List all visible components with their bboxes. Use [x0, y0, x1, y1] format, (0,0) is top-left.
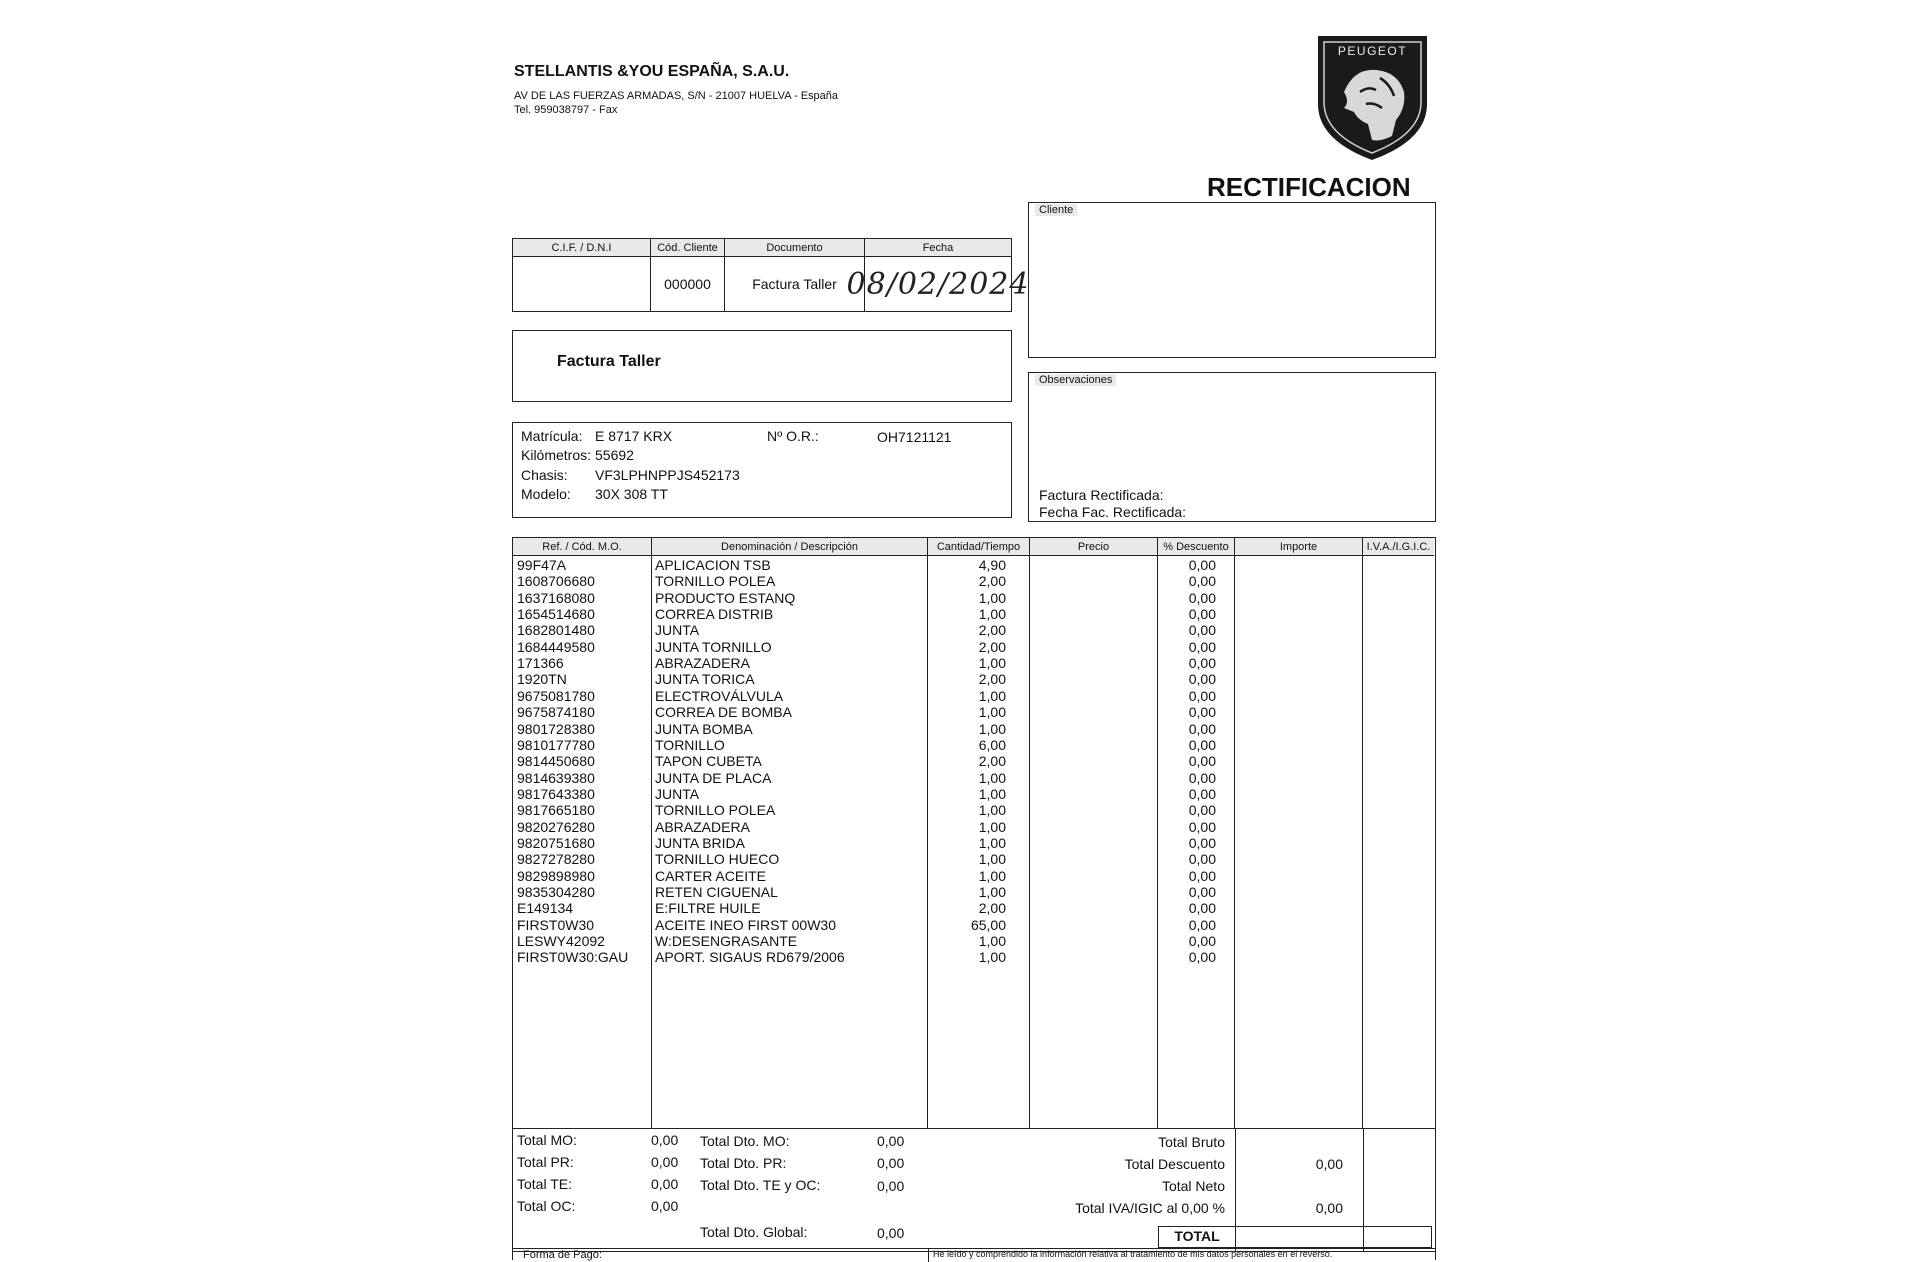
table-row	[513, 573, 1433, 589]
item-qty: 1,00	[978, 802, 1006, 819]
total-dto-global-label: Total Dto. Global:	[700, 1224, 808, 1240]
item-descuento: 0,00	[1188, 818, 1216, 835]
item-qty: 1,00	[978, 785, 1006, 802]
item-descuento: 0,00	[1188, 671, 1216, 688]
item-qty: 2,00	[978, 573, 1006, 590]
item-ref: LESWY42092	[517, 933, 605, 950]
item-qty: 1,00	[978, 589, 1006, 606]
precio-header: Precio	[1030, 538, 1158, 556]
table-row	[513, 704, 1433, 720]
total-mo-value: 0,00	[651, 1132, 679, 1148]
item-desc: TORNILLO HUECO	[655, 851, 780, 868]
item-qty: 65,00	[970, 916, 1006, 933]
table-row	[513, 753, 1433, 769]
total-descuento-label: Total Descuento	[1124, 1156, 1225, 1172]
table-row	[513, 655, 1433, 671]
total-iva-label: Total IVA/IGIC al 0,00 %	[1075, 1200, 1225, 1216]
total-bruto-label: Total Bruto	[1158, 1134, 1225, 1150]
matricula-value: E 8717 KRX	[595, 428, 673, 444]
item-descuento: 0,00	[1188, 638, 1216, 655]
item-desc: APORT. SIGAUS RD679/2006	[655, 949, 845, 966]
table-row	[513, 688, 1433, 704]
item-ref: 9801728380	[517, 720, 595, 737]
item-desc: JUNTA BRIDA	[655, 834, 745, 851]
item-desc: CORREA DE BOMBA	[655, 704, 792, 721]
item-ref: 9817643380	[517, 785, 595, 802]
table-row	[513, 819, 1433, 835]
item-descuento: 0,00	[1188, 900, 1216, 917]
item-ref: 1684449580	[517, 638, 595, 655]
item-descuento: 0,00	[1188, 704, 1216, 721]
item-ref: 9820276280	[517, 818, 595, 835]
item-desc: ACEITE INEO FIRST 00W30	[655, 916, 837, 933]
item-desc: W:DESENGRASANTE	[655, 933, 798, 950]
item-descuento: 0,00	[1188, 606, 1216, 623]
item-qty: 1,00	[978, 818, 1006, 835]
item-descuento: 0,00	[1188, 557, 1216, 573]
item-descuento: 0,00	[1188, 720, 1216, 737]
item-ref: 9829898980	[517, 867, 595, 884]
item-ref: 9814639380	[517, 769, 595, 786]
or-label: Nº O.R.:	[767, 428, 819, 444]
item-ref: 1682801480	[517, 622, 595, 639]
invoice-type-box	[512, 330, 1012, 402]
observaciones-box	[1028, 372, 1436, 522]
item-desc: PRODUCTO ESTANQ	[655, 589, 796, 606]
company-name: STELLANTIS &YOU ESPAÑA, S.A.U.	[514, 63, 790, 80]
item-desc: ABRAZADERA	[655, 818, 750, 835]
item-descuento: 0,00	[1188, 573, 1216, 590]
qty-header: Cantidad/Tiempo	[928, 538, 1030, 556]
item-descuento: 0,00	[1188, 802, 1216, 819]
document-title: RECTIFICACION	[1207, 172, 1411, 202]
item-ref: 9820751680	[517, 834, 595, 851]
total-dto-teoc-label: Total Dto. TE y OC:	[700, 1177, 821, 1193]
item-ref: 171366	[517, 655, 564, 672]
fecha-fac-rectificada-label: Fecha Fac. Rectificada:	[1039, 504, 1187, 520]
item-qty: 1,00	[978, 834, 1006, 851]
totals-section	[512, 1128, 1436, 1252]
item-desc: CARTER ACEITE	[655, 867, 766, 884]
observaciones-label: Observaciones	[1035, 374, 1116, 386]
cod-cliente-value: 000000	[651, 257, 725, 311]
item-ref: 9817665180	[517, 802, 595, 819]
company-phone: Tel. 959038797 - Fax	[514, 104, 618, 116]
item-ref: 9675874180	[517, 704, 595, 721]
item-desc: JUNTA DE PLACA	[655, 769, 772, 786]
total-oc-value: 0,00	[651, 1198, 679, 1214]
table-row	[513, 933, 1433, 949]
item-ref: 99F47A	[517, 557, 567, 573]
invoice-type: Factura Taller	[557, 353, 661, 370]
item-desc: TAPON CUBETA	[655, 753, 762, 770]
item-ref: E149134	[517, 900, 574, 917]
total-dto-pr-value: 0,00	[877, 1155, 905, 1171]
item-descuento: 0,00	[1188, 834, 1216, 851]
cif-value	[513, 257, 651, 311]
km-label: Kilómetros:	[521, 447, 592, 463]
item-desc: APLICACION TSB	[655, 557, 771, 573]
item-desc: JUNTA TORICA	[655, 671, 755, 688]
item-descuento: 0,00	[1188, 884, 1216, 900]
item-qty: 2,00	[978, 671, 1006, 688]
items-table	[512, 537, 1436, 1129]
item-descuento: 0,00	[1188, 949, 1216, 966]
footer-box	[512, 1248, 1436, 1260]
matricula-label: Matrícula:	[521, 428, 583, 444]
item-descuento: 0,00	[1188, 785, 1216, 802]
item-qty: 2,00	[978, 900, 1006, 917]
iva-header: I.V.A./I.G.I.C.	[1363, 538, 1434, 556]
modelo-label: Modelo:	[521, 486, 571, 502]
total-iva-value: 0,00	[1315, 1200, 1343, 1216]
item-qty: 6,00	[978, 736, 1006, 753]
item-desc: JUNTA	[655, 622, 700, 639]
documento-label: Documento	[725, 239, 865, 257]
item-descuento: 0,00	[1188, 589, 1216, 606]
table-row	[513, 868, 1433, 884]
item-desc: TORNILLO POLEA	[655, 573, 776, 590]
item-desc: E:FILTRE HUILE	[655, 900, 761, 917]
table-row	[513, 770, 1433, 786]
table-row	[513, 721, 1433, 737]
item-descuento: 0,00	[1188, 655, 1216, 672]
table-row	[513, 802, 1433, 818]
total-dto-pr-label: Total Dto. PR:	[700, 1155, 787, 1171]
table-row	[513, 606, 1433, 622]
item-qty: 1,00	[978, 933, 1006, 950]
item-desc: RETEN CIGUENAL	[655, 884, 778, 900]
table-row	[513, 671, 1433, 687]
table-row	[513, 622, 1433, 638]
fecha-value-handwritten: 08/02/2024	[846, 266, 1030, 302]
item-ref: 9835304280	[517, 884, 595, 900]
item-desc: ELECTROVÁLVULA	[655, 687, 784, 704]
item-ref: 9827278280	[517, 851, 595, 868]
item-descuento: 0,00	[1188, 736, 1216, 753]
item-desc: JUNTA	[655, 785, 700, 802]
item-desc: ABRAZADERA	[655, 655, 750, 672]
table-row	[513, 851, 1433, 867]
factura-rectificada-label: Factura Rectificada:	[1039, 487, 1164, 503]
item-qty: 1,00	[978, 687, 1006, 704]
total-mo-label: Total MO:	[517, 1132, 577, 1148]
documento-value: Factura Taller	[725, 257, 865, 311]
item-ref: 9810177780	[517, 736, 595, 753]
item-desc: TORNILLO	[655, 736, 725, 753]
item-descuento: 0,00	[1188, 867, 1216, 884]
item-descuento: 0,00	[1188, 916, 1216, 933]
table-row	[513, 884, 1433, 900]
item-descuento: 0,00	[1188, 933, 1216, 950]
item-ref: 9814450680	[517, 753, 595, 770]
total-oc-label: Total OC:	[517, 1198, 576, 1214]
item-qty: 1,00	[978, 704, 1006, 721]
total-pr-label: Total PR:	[517, 1154, 574, 1170]
table-row	[513, 835, 1433, 851]
company-address: AV DE LAS FUERZAS ARMADAS, S/N - 21007 HUELVA - España	[514, 90, 839, 102]
total-neto-label: Total Neto	[1161, 1178, 1225, 1194]
vehicle-info-box	[512, 422, 1012, 518]
item-ref: 1920TN	[517, 671, 567, 688]
item-qty: 2,00	[978, 638, 1006, 655]
table-row	[513, 639, 1433, 655]
table-row	[513, 590, 1433, 606]
cliente-label: Cliente	[1035, 204, 1077, 216]
item-desc: JUNTA BOMBA	[655, 720, 753, 737]
total-te-label: Total TE:	[517, 1176, 572, 1192]
privacy-note: He leído y comprendido la información relativa al tratamiento de mis datos personales en el reverso.	[933, 1249, 1333, 1259]
ref-header: Ref. / Cód. M.O.	[513, 538, 652, 556]
item-ref: 9675081780	[517, 687, 595, 704]
total-pr-value: 0,00	[651, 1154, 679, 1170]
item-ref: 1637168080	[517, 589, 595, 606]
table-row	[513, 557, 1433, 573]
item-qty: 1,00	[978, 884, 1006, 900]
item-descuento: 0,00	[1188, 687, 1216, 704]
item-qty: 2,00	[978, 753, 1006, 770]
item-ref: FIRST0W30:GAU	[517, 949, 629, 966]
item-ref: FIRST0W30	[517, 916, 595, 933]
table-row	[513, 786, 1433, 802]
importe-header: Importe	[1235, 538, 1363, 556]
logo-brand-text: PEUGEOT	[1337, 44, 1408, 58]
modelo-value: 30X 308 TT	[595, 486, 668, 502]
item-qty: 1,00	[978, 655, 1006, 672]
item-desc: CORREA DISTRIB	[655, 606, 774, 623]
item-descuento: 0,00	[1188, 622, 1216, 639]
item-desc: TORNILLO POLEA	[655, 802, 776, 819]
table-row	[513, 949, 1433, 965]
table-row	[513, 917, 1433, 933]
total-dto-mo-value: 0,00	[877, 1133, 905, 1149]
header-table	[512, 238, 1030, 312]
total-dto-mo-label: Total Dto. MO:	[700, 1133, 790, 1149]
item-ref: 1608706680	[517, 573, 595, 590]
or-value: OH7121121	[877, 429, 952, 445]
item-desc: JUNTA TORNILLO	[655, 638, 772, 655]
peugeot-lion-shield-icon	[1310, 32, 1435, 164]
total-dto-teoc-value: 0,00	[877, 1178, 905, 1194]
item-descuento: 0,00	[1188, 753, 1216, 770]
cod-cliente-label: Cód. Cliente	[651, 239, 725, 257]
table-row	[513, 900, 1433, 916]
item-qty: 2,00	[978, 622, 1006, 639]
forma-pago-label: Forma de Pago:	[523, 1249, 602, 1261]
item-ref: 1654514680	[517, 606, 595, 623]
total-label: TOTAL	[1159, 1227, 1236, 1246]
total-dto-global-value: 0,00	[877, 1225, 905, 1241]
item-qty: 1,00	[978, 720, 1006, 737]
item-descuento: 0,00	[1188, 769, 1216, 786]
item-qty: 1,00	[978, 606, 1006, 623]
item-qty: 1,00	[978, 949, 1006, 966]
cif-label: C.I.F. / D.N.I	[513, 239, 651, 257]
table-row	[513, 737, 1433, 753]
item-qty: 1,00	[978, 851, 1006, 868]
descuento-header: % Descuento	[1158, 538, 1235, 556]
chasis-value: VF3LPHNPPJS452173	[595, 467, 740, 483]
total-descuento-value: 0,00	[1315, 1156, 1343, 1172]
fecha-label: Fecha	[865, 239, 1011, 257]
item-qty: 1,00	[978, 867, 1006, 884]
item-qty: 1,00	[978, 769, 1006, 786]
total-te-value: 0,00	[651, 1176, 679, 1192]
chasis-label: Chasis:	[521, 467, 568, 483]
km-value: 55692	[595, 447, 634, 463]
item-qty: 4,90	[978, 557, 1006, 573]
item-descuento: 0,00	[1188, 851, 1216, 868]
desc-header: Denominación / Descripción	[652, 538, 928, 556]
cliente-box	[1028, 202, 1436, 358]
